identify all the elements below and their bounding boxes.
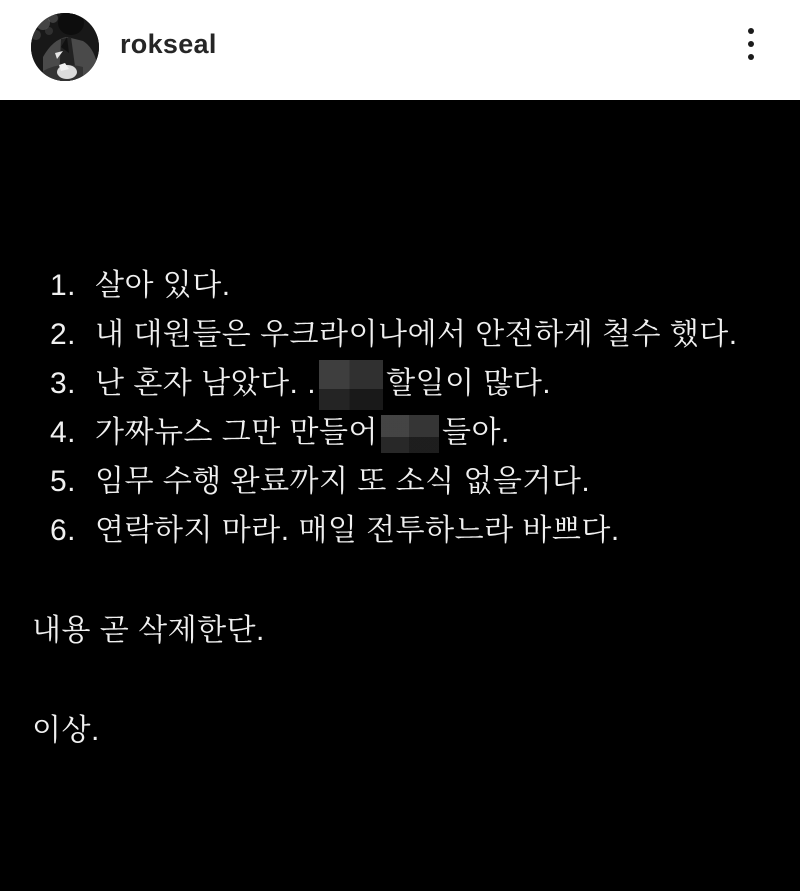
censored-pixelated-block (381, 415, 439, 453)
post-text (0, 100, 800, 755)
post-text-line (0, 408, 800, 457)
post-text-line (0, 706, 800, 755)
post-text-segment: 내용 곧 삭제한단. (32, 614, 265, 647)
post-text-segment: 연락하지 마라. 매일 전투하느라 바쁘다. (95, 514, 620, 547)
post-text-line (0, 359, 800, 408)
list-number: 1. (50, 269, 77, 302)
post-text-segment: 이상. (32, 714, 100, 747)
post-text-segment: 가짜뉴스 그만 만들어 (95, 416, 378, 449)
post-text-segment: 할일이 많다. (386, 367, 552, 400)
post-header (0, 0, 800, 100)
list-number: 6. (50, 514, 77, 547)
avatar[interactable] (31, 13, 99, 81)
censored-pixelated-block (319, 360, 383, 410)
post-text-line (0, 310, 800, 359)
list-number: 2. (50, 318, 77, 351)
post-text-segment: 내 대원들은 우크라이나에서 안전하게 철수 했다. (95, 318, 738, 351)
list-number: 4. (50, 416, 77, 449)
kebab-menu-icon (748, 28, 754, 60)
post-text-line (0, 457, 800, 506)
profile-photo-icon (31, 13, 99, 81)
list-number: 5. (50, 465, 77, 498)
post-image[interactable] (0, 100, 800, 891)
post-text-segment: 난 혼자 남았다. . (95, 367, 317, 400)
post-text-line (0, 506, 800, 555)
username[interactable]: rokseal (120, 29, 217, 59)
list-number: 3. (50, 367, 77, 400)
post-text-segment: 임무 수행 완료까지 또 소식 없을거다. (95, 465, 591, 498)
post-text-segment: 살아 있다. (95, 269, 231, 302)
post-text-line (0, 606, 800, 655)
post-text-segment: 들아. (442, 416, 510, 449)
more-options-button[interactable] (742, 24, 760, 64)
post-text-line (0, 261, 800, 310)
line-spacer (0, 655, 800, 706)
line-spacer (0, 555, 800, 606)
